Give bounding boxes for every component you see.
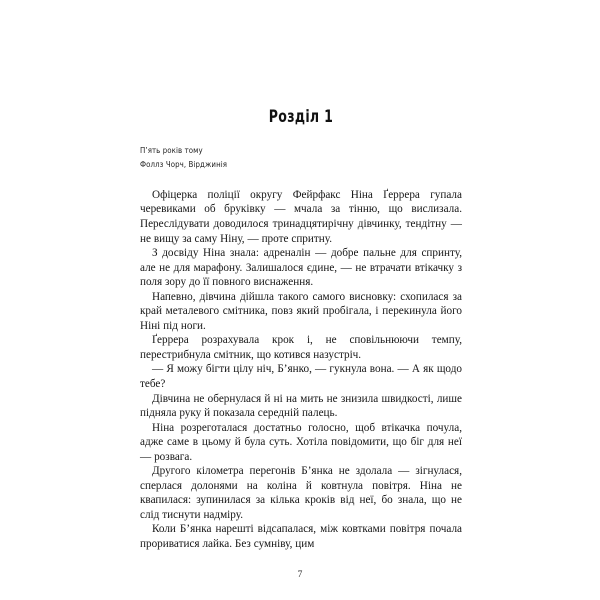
page-content xyxy=(140,108,462,552)
paragraph: Ґеррера розрахувала крок і, не сповільнюючи темпу, перестрибнула смітник, що котився назустріч. xyxy=(140,334,462,361)
paragraph: Другого кілометра перегонів Б’янка не здолала — зігнулася, сперлася долонями на коліна й ковтнула повітря. Ніна не квапилася: зупинилася за кілька кроків від неї, бо знала, що не слід тиснути надміру. xyxy=(140,465,462,521)
chapter-heading: Розділ 1 xyxy=(268,107,334,127)
chapter-subtitle-block xyxy=(140,143,462,172)
subtitle-line-time: П’ять років тому xyxy=(140,144,203,155)
paragraph: З досвіду Ніна знала: адреналін — добре пальне для спринту, але не для марафону. Залишалося єдине, — не втрачати втікачку з поля зору до її повного виснаження. xyxy=(140,247,462,289)
body-text xyxy=(140,188,462,552)
paragraph: Офіцерка поліції округу Фейрфакс Ніна Ґеррера гупала черевиками об бруківку — мчала за тінню, що вислизала. Переслідувати доводилося тринадцятирічну дівчинку, тендітну — не вищу за саму Ніну, — проте спритну. xyxy=(140,188,462,245)
paragraph: Напевно, дівчина дійшла такого самого висновку: схопилася за край металевого смітника, повз який пробігала, і перекинула його Ніні під ноги. xyxy=(140,290,462,332)
paragraph: Коли Б’янка нарешті відсапалася, між ковтками повітря почала прориватися лайка. Без сумніву, цим xyxy=(140,523,462,550)
paragraph: Дівчина не обернулася й ні на мить не знизила швидкості, лише підняла руку й показала середній палець. xyxy=(140,392,462,420)
subtitle-line-location: Фоллз Чорч, Вірджинія xyxy=(140,159,228,170)
paragraph: Ніна розреготалася достатньо голосно, щоб втікачка почула, адже саме в цьому й була суть. Хотіла повідомити, що біг для неї — розвага. xyxy=(140,421,462,463)
paragraph-dialogue: — Я можу бігти цілу ніч, Б’янко, — гукнула вона. — А як щодо тебе? xyxy=(140,363,462,390)
page-number: 7 xyxy=(297,570,303,580)
